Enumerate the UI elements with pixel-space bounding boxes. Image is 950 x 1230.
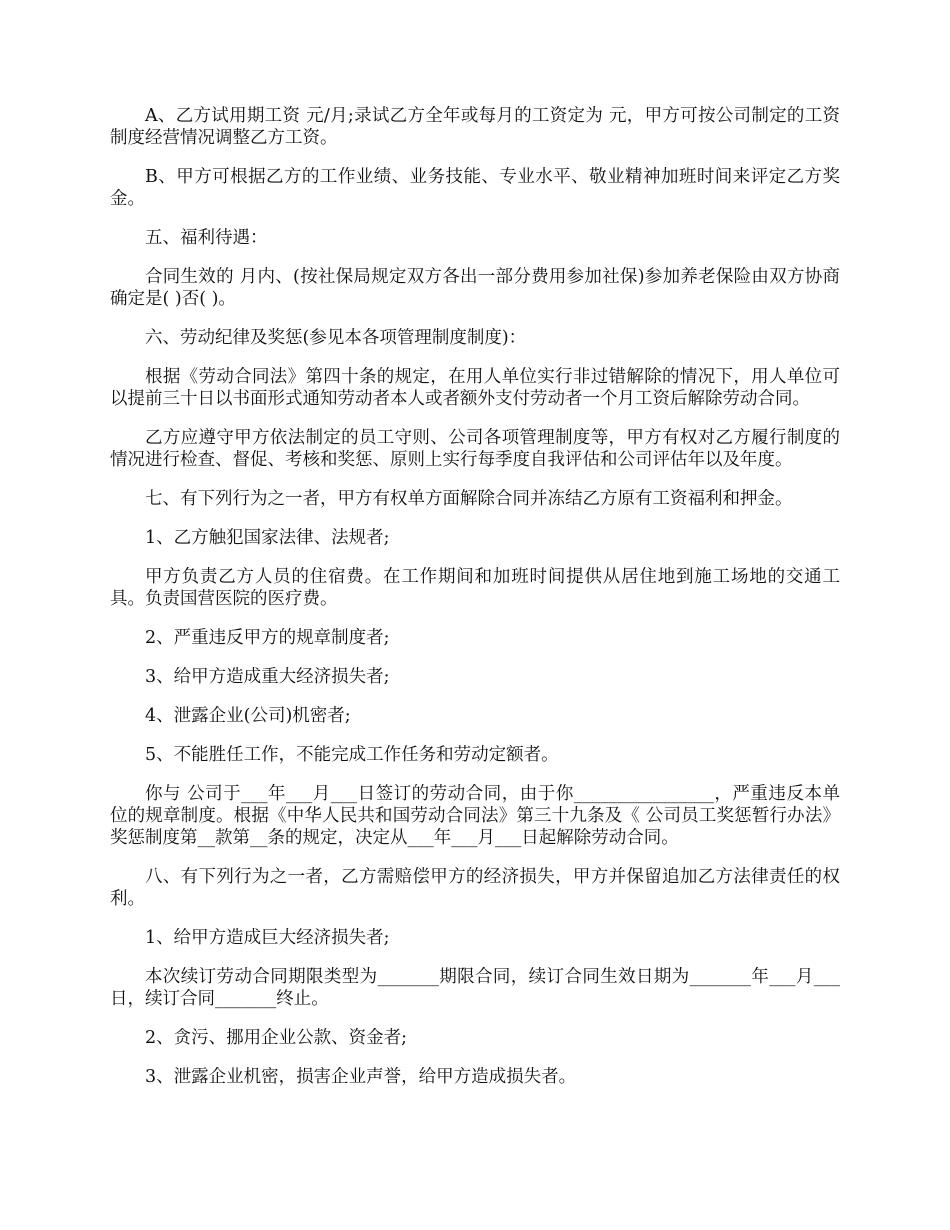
list-item-leak-secrets: 4、泄露企业(公司)机密者;	[145, 706, 351, 726]
section-heading-termination: 七、有下列行为之一者，甲方有权单方面解除合同并冻结乙方原有工资福利和押金。	[145, 489, 793, 509]
paragraph-contract-renewal: 本次续订劳动合同期限类型为_______期限合同，续订合同生效日期为_______年___月___日，续订合同_______终止。	[110, 967, 840, 1009]
list-item-embezzlement: 2、贪污、挪用企业公款、资金者;	[145, 1028, 408, 1048]
section-heading-welfare: 五、福利待遇：	[145, 228, 268, 248]
paragraph-termination-notice: 你与 公司于___年___月___日签订的劳动合同，由于你________________，严重违反本单位的规章制度。根据《中华人民共和国劳动合同法》第三十九条及《 公司员工奖惩暂行办法》奖惩制度第__款第__条的规定，决定从___年___月___日起解除劳动合同。	[110, 784, 840, 848]
list-item-major-loss: 3、给甲方造成重大经济损失者;	[145, 667, 390, 687]
list-item-violation-law: 1、乙方触犯国家法律、法规者;	[145, 528, 390, 548]
section-heading-discipline: 六、劳动纪律及奖惩(参见本各项管理制度制度)：	[145, 328, 527, 348]
document-body	[110, 105, 840, 1105]
list-item-violation-rules: 2、严重违反甲方的规章制度者;	[145, 628, 390, 648]
section-heading-compensation: 八、有下列行为之一者，乙方需赔偿甲方的经济损失，甲方并保留追加乙方法律责任的权利。	[110, 867, 840, 909]
list-item-incompetence: 5、不能胜任工作，不能完成工作任务和劳动定额者。	[145, 745, 559, 765]
paragraph-accommodation: 甲方负责乙方人员的住宿费。在工作期间和加班时间提供从居住地到施工场地的交通工具。负责国营医院的医疗费。	[110, 567, 840, 609]
paragraph-article-40: 根据《劳动合同法》第四十条的规定，在用人单位实行非过错解除的情况下，用人单位可以提前三十日以书面形式通知劳动者本人或者额外支付劳动者一个月工资后解除劳动合同。	[110, 367, 840, 409]
paragraph-rules-compliance: 乙方应遵守甲方依法制定的员工守则、公司各项管理制度等，甲方有权对乙方履行制度的情况进行检查、督促、考核和奖惩、原则上实行每季度自我评估和公司评估年以及年度。	[110, 428, 840, 470]
paragraph-bonus: B、甲方可根据乙方的工作业绩、业务技能、专业水平、敬业精神加班时间来评定乙方奖金。	[110, 167, 840, 209]
list-item-huge-loss: 1、给甲方造成巨大经济损失者;	[145, 928, 390, 948]
paragraph-social-insurance: 合同生效的 月内、(按社保局规定双方各出一部分费用参加社保)参加养老保险由双方协商确定是( )否( )。	[110, 267, 840, 309]
paragraph-salary-probation: A、乙方试用期工资 元/月;录试乙方全年或每月的工资定为 元，甲方可按公司制定的工资制度经营情况调整乙方工资。	[110, 106, 840, 148]
list-item-reputation-damage: 3、泄露企业机密，损害企业声誉，给甲方造成损失者。	[145, 1067, 577, 1087]
